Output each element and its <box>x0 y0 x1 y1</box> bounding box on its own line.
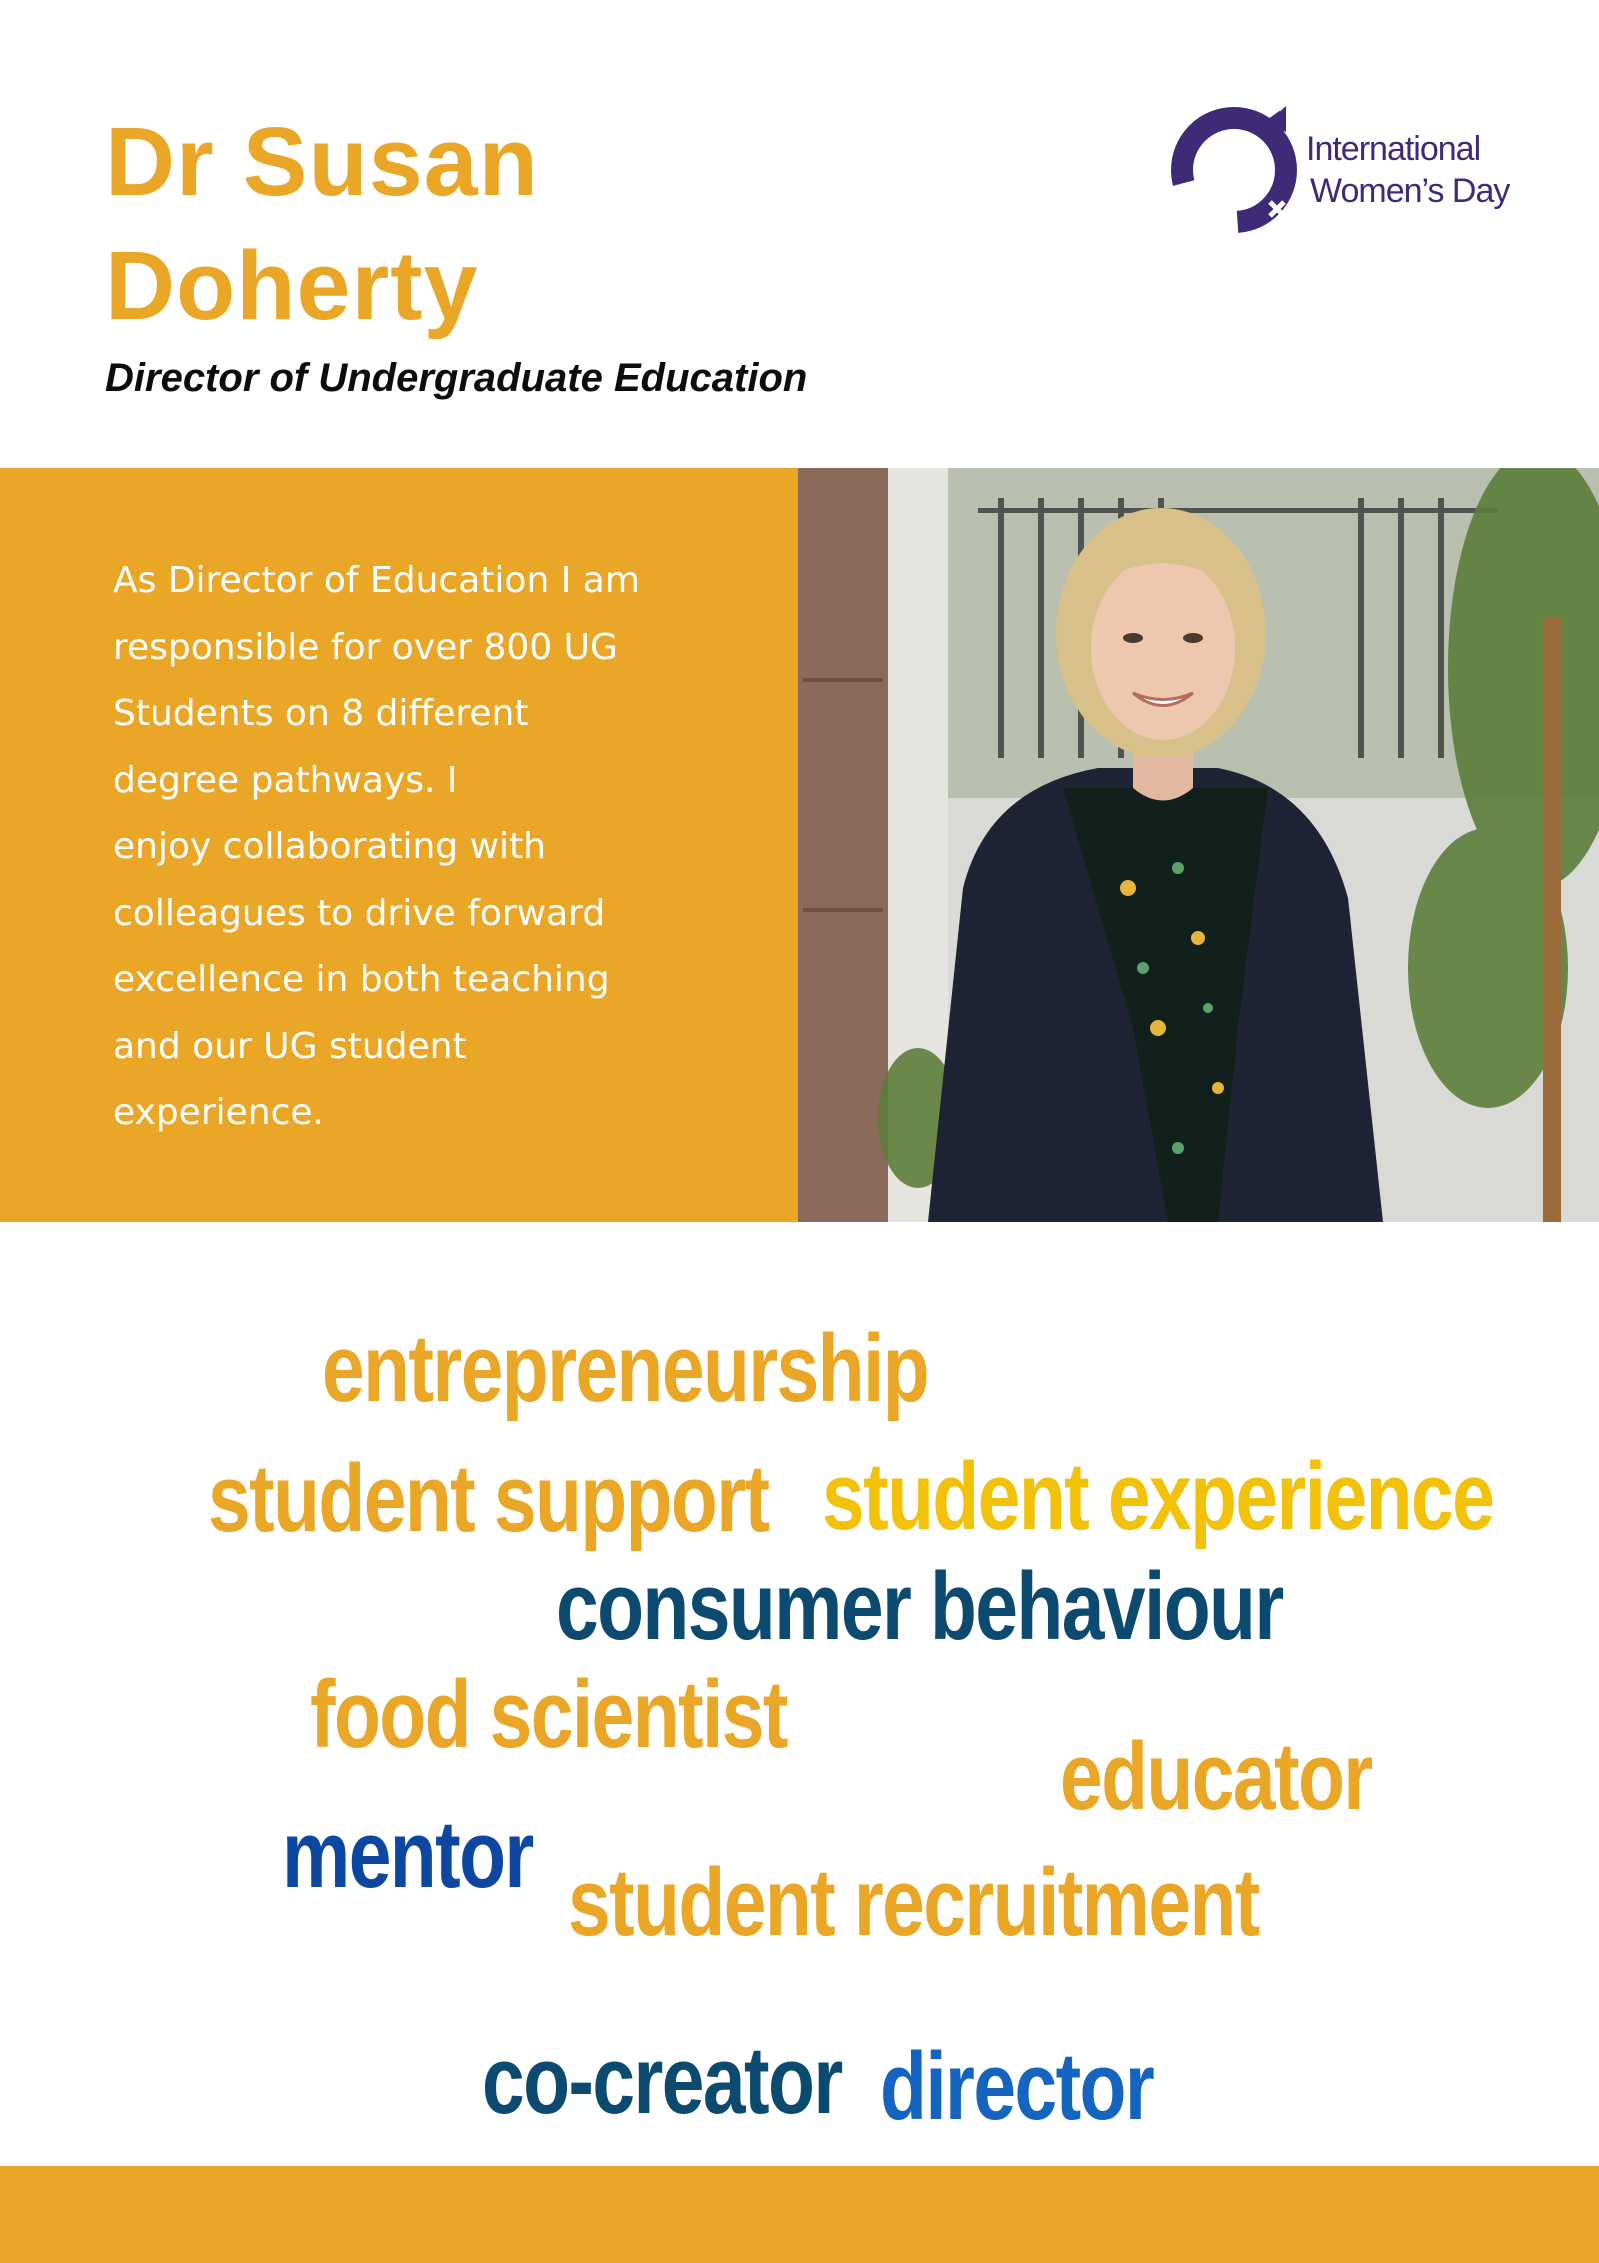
intro-panel <box>0 468 798 1222</box>
word-cloud-term: director <box>880 2033 1154 2140</box>
intro-line: excellence in both teaching <box>113 959 610 1000</box>
word-cloud-term: educator <box>1060 1723 1372 1830</box>
word-cloud-term: co-creator <box>482 2027 842 2134</box>
word-cloud-term: entrepreneurship <box>322 1315 929 1422</box>
word-cloud-term: food scientist <box>310 1661 787 1768</box>
intro-band <box>0 468 1599 1222</box>
logo-text-line-2: Women’s Day <box>1310 172 1510 210</box>
iwd-venus-arrow-icon <box>1168 98 1308 238</box>
portrait-photo <box>798 468 1599 1222</box>
intro-line: As Director of Education I am <box>113 560 640 601</box>
intro-line: and our UG student <box>113 1025 467 1067</box>
intro-text <box>113 548 733 1147</box>
word-cloud-term: mentor <box>282 1801 533 1908</box>
portrait-illustration <box>798 468 1599 1222</box>
name-line-2: Doherty <box>105 231 479 340</box>
profile-role: Director of Undergraduate Education <box>105 356 808 400</box>
word-cloud-term: student experience <box>822 1443 1494 1550</box>
profile-name <box>105 100 539 348</box>
intro-line: degree pathways. I <box>113 759 458 801</box>
name-line-1: Dr Susan <box>105 107 539 216</box>
intro-line: colleagues to drive forward <box>113 892 606 934</box>
word-cloud-term: student support <box>208 1445 769 1552</box>
iwd-logo <box>1168 98 1528 238</box>
word-cloud-term: student recruitment <box>568 1849 1259 1956</box>
intro-line: responsible for over 800 UG <box>113 626 618 668</box>
footer-bar <box>0 2166 1599 2263</box>
intro-line: experience. <box>113 1092 324 1133</box>
intro-line: Students on 8 different <box>113 693 529 734</box>
logo-text-line-1: International <box>1306 130 1481 168</box>
word-cloud <box>0 1222 1599 2166</box>
word-cloud-term: consumer behaviour <box>556 1553 1283 1660</box>
intro-line: enjoy collaborating with <box>113 826 546 867</box>
